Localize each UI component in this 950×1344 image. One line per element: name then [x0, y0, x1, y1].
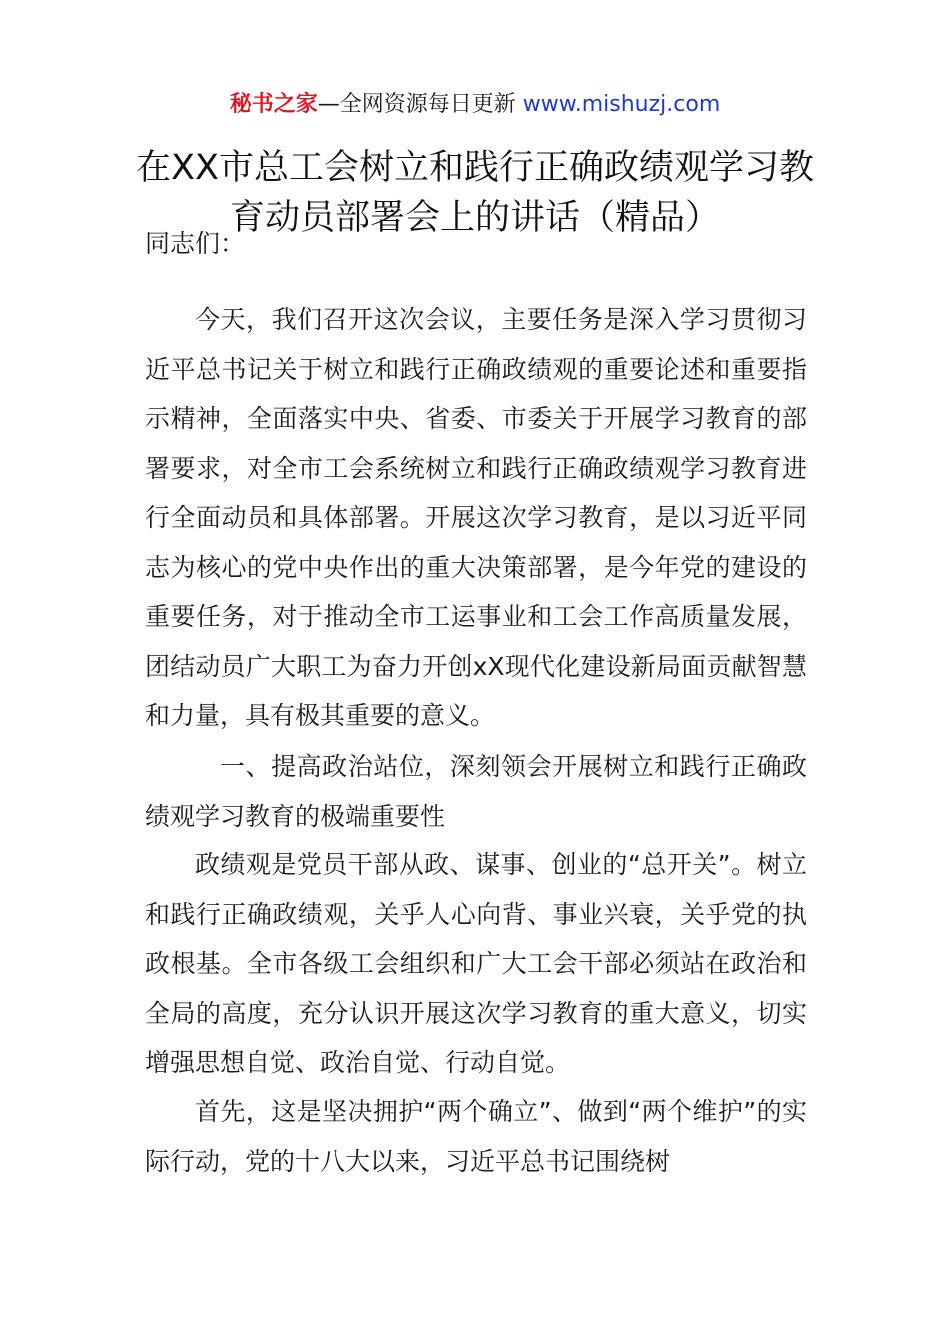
section-heading-1: 一、提高政治站位，深刻领会开展树立和践行正确政绩观学习教育的极端重要性 — [145, 752, 807, 831]
salutation: 同志们： — [145, 229, 246, 258]
paragraph-political-view: 政绩观是党员干部从政、谋事、创业的“总开关”。树立和践行正确政绩观，关乎人心向背、事业兴衰，关乎党的执政根基。全市各级工会组织和广大工会干部必须站在政治和全局的高度，充分认识开展这次学习教育的重大意义，切实增强思想自觉、政治自觉、行动自觉。 — [145, 850, 807, 1077]
paragraph-intro: 今天，我们召开这次会议，主要任务是深入学习贯彻习近平总书记关于树立和践行正确政绩观的重要论述和重要指示精神，全面落实中央、省委、市委关于开展学习教育的部署要求，对全市工会系统树立和践行正确政绩观学习教育进行全面动员和具体部署。开展这次学习教育，是以习近平同志为核心的党中央作出的重大决策部署，是今年党的建设的重要任务，对于推动全市工运事业和工会工作高质量发展，团结动员广大职工为奋力开创xX现代化建设新局面贡献智慧和力量，具有极其重要的意义。 — [145, 305, 807, 730]
brand-name: 秘书之家 — [229, 92, 318, 117]
document-title: 在XX市总工会树立和践行正确政绩观学习教育动员部署会上的讲话（精品） — [136, 148, 814, 238]
header-tagline: —全网资源每日更新 — [317, 92, 516, 117]
site-header — [0, 88, 950, 122]
site-url-link[interactable]: www.mishuzj.com — [522, 92, 721, 117]
paragraph-first-point: 首先，这是坚决拥护“两个确立”、做到“两个维护”的实际行动，党的十八大以来，习近平总书记围绕树 — [145, 1097, 807, 1176]
